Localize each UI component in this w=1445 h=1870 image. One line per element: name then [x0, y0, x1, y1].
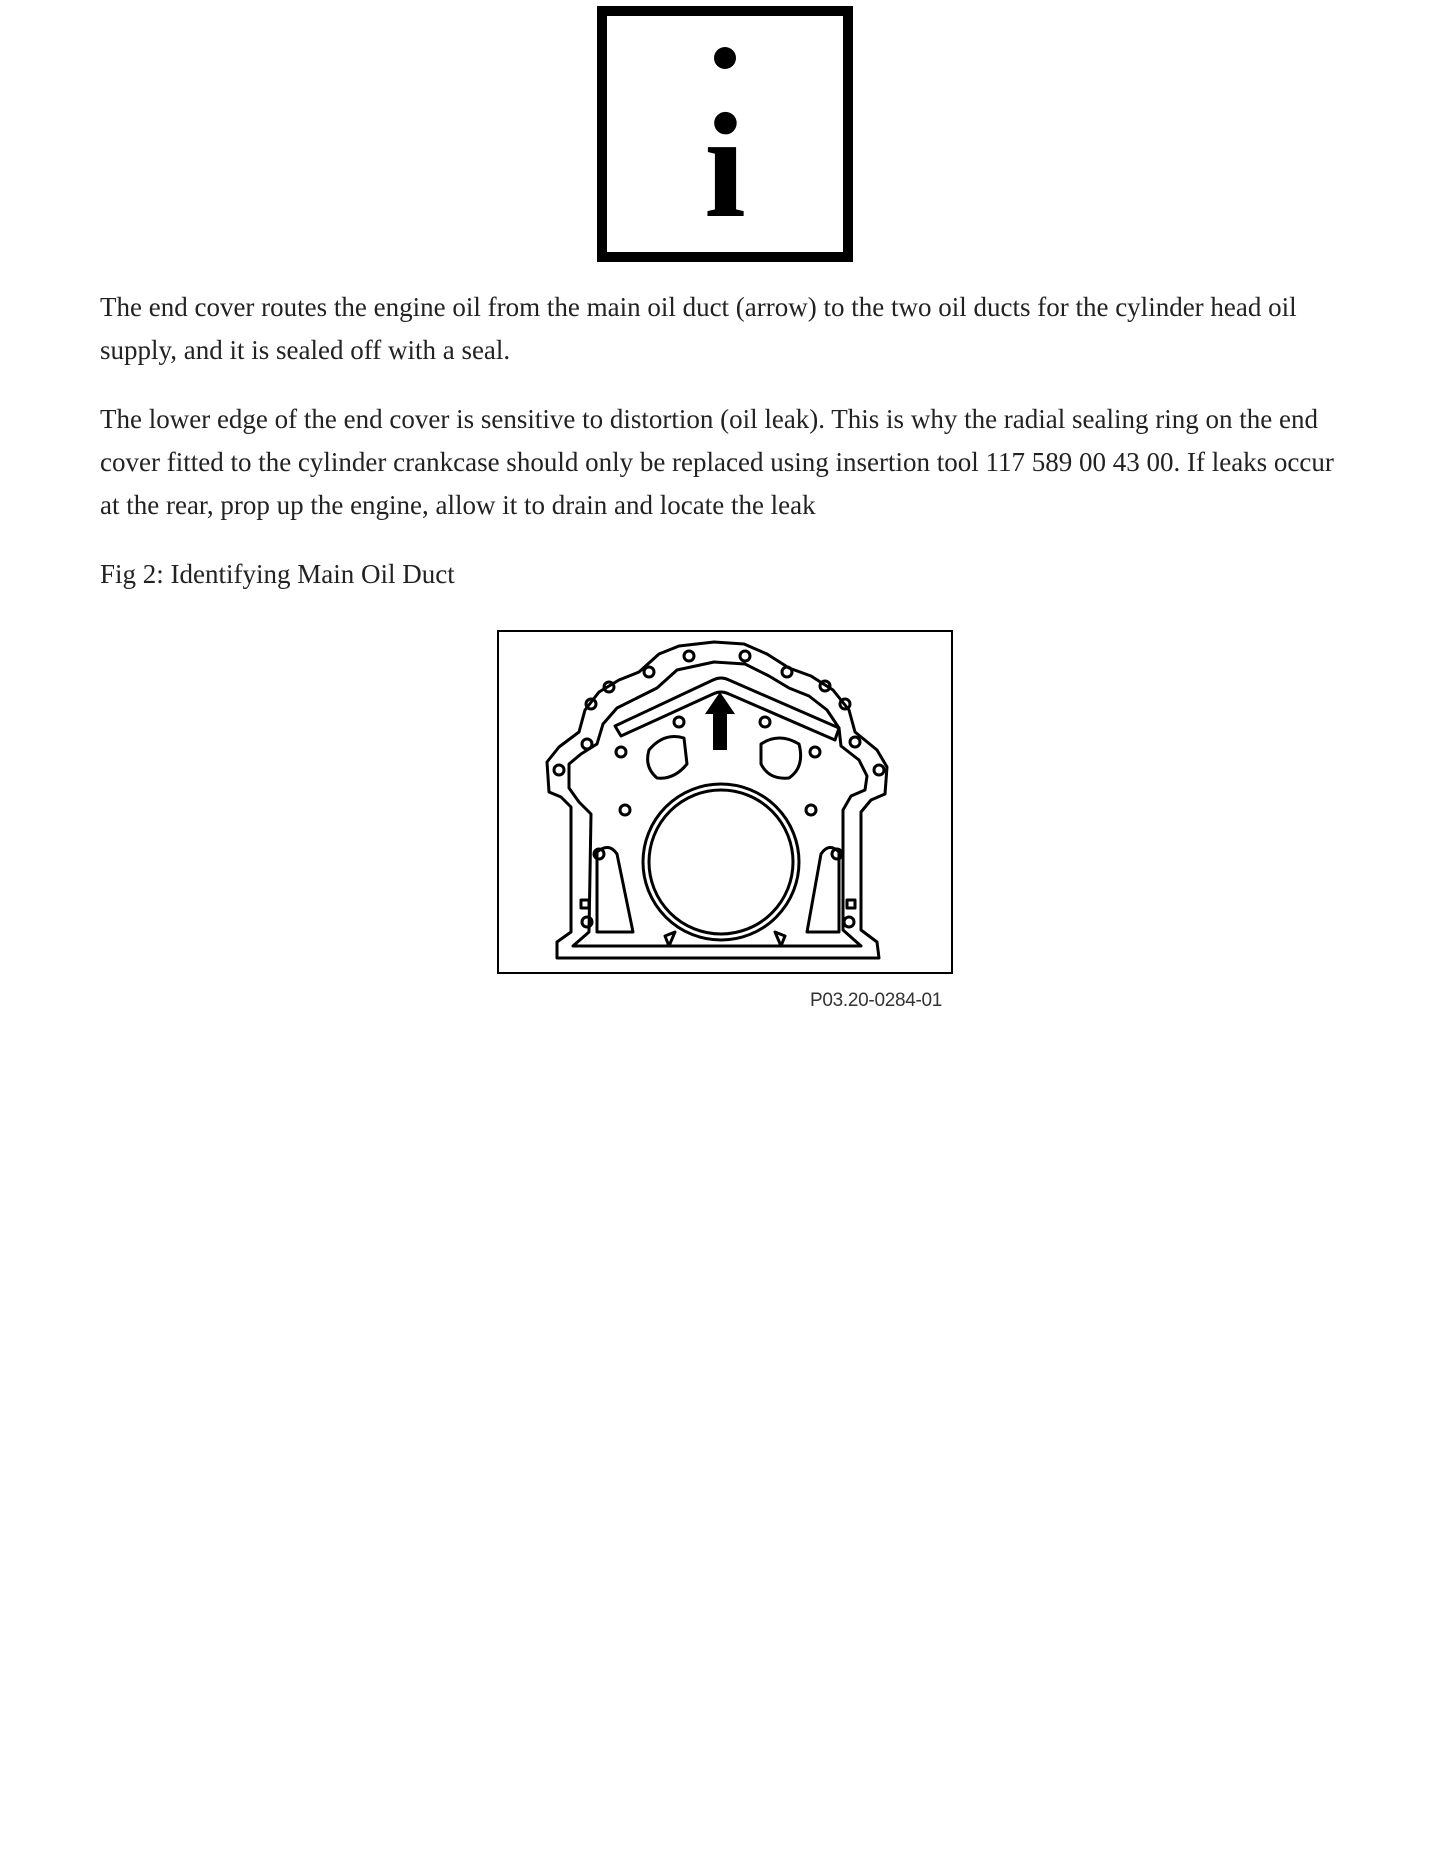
figure-caption: Fig 2: Identifying Main Oil Duct	[100, 559, 455, 589]
document-body	[100, 286, 1360, 596]
end-cover-diagram	[499, 632, 951, 972]
end-cover-figure	[497, 630, 953, 974]
figure-code: P03.20-0284-01	[810, 990, 943, 1011]
oil-duct-arrow	[705, 692, 735, 750]
info-icon	[597, 6, 853, 262]
info-glyph: i	[704, 83, 746, 249]
paragraph-distortion: The lower edge of the end cover is sensitive to distortion (oil leak). This is why the radial sealing ring on the end cover fitted to the cylinder crankcase should only be replaced using insertion tool 117 589 00 43 00. If leaks occur at the rear, prop up the engine, allow it to drain and locate the leak	[100, 404, 1334, 520]
paragraph-end-cover: The end cover routes the engine oil from the main oil duct (arrow) to the two oil ducts for the cylinder head oil supply, and it is sealed off with a seal.	[100, 292, 1297, 365]
